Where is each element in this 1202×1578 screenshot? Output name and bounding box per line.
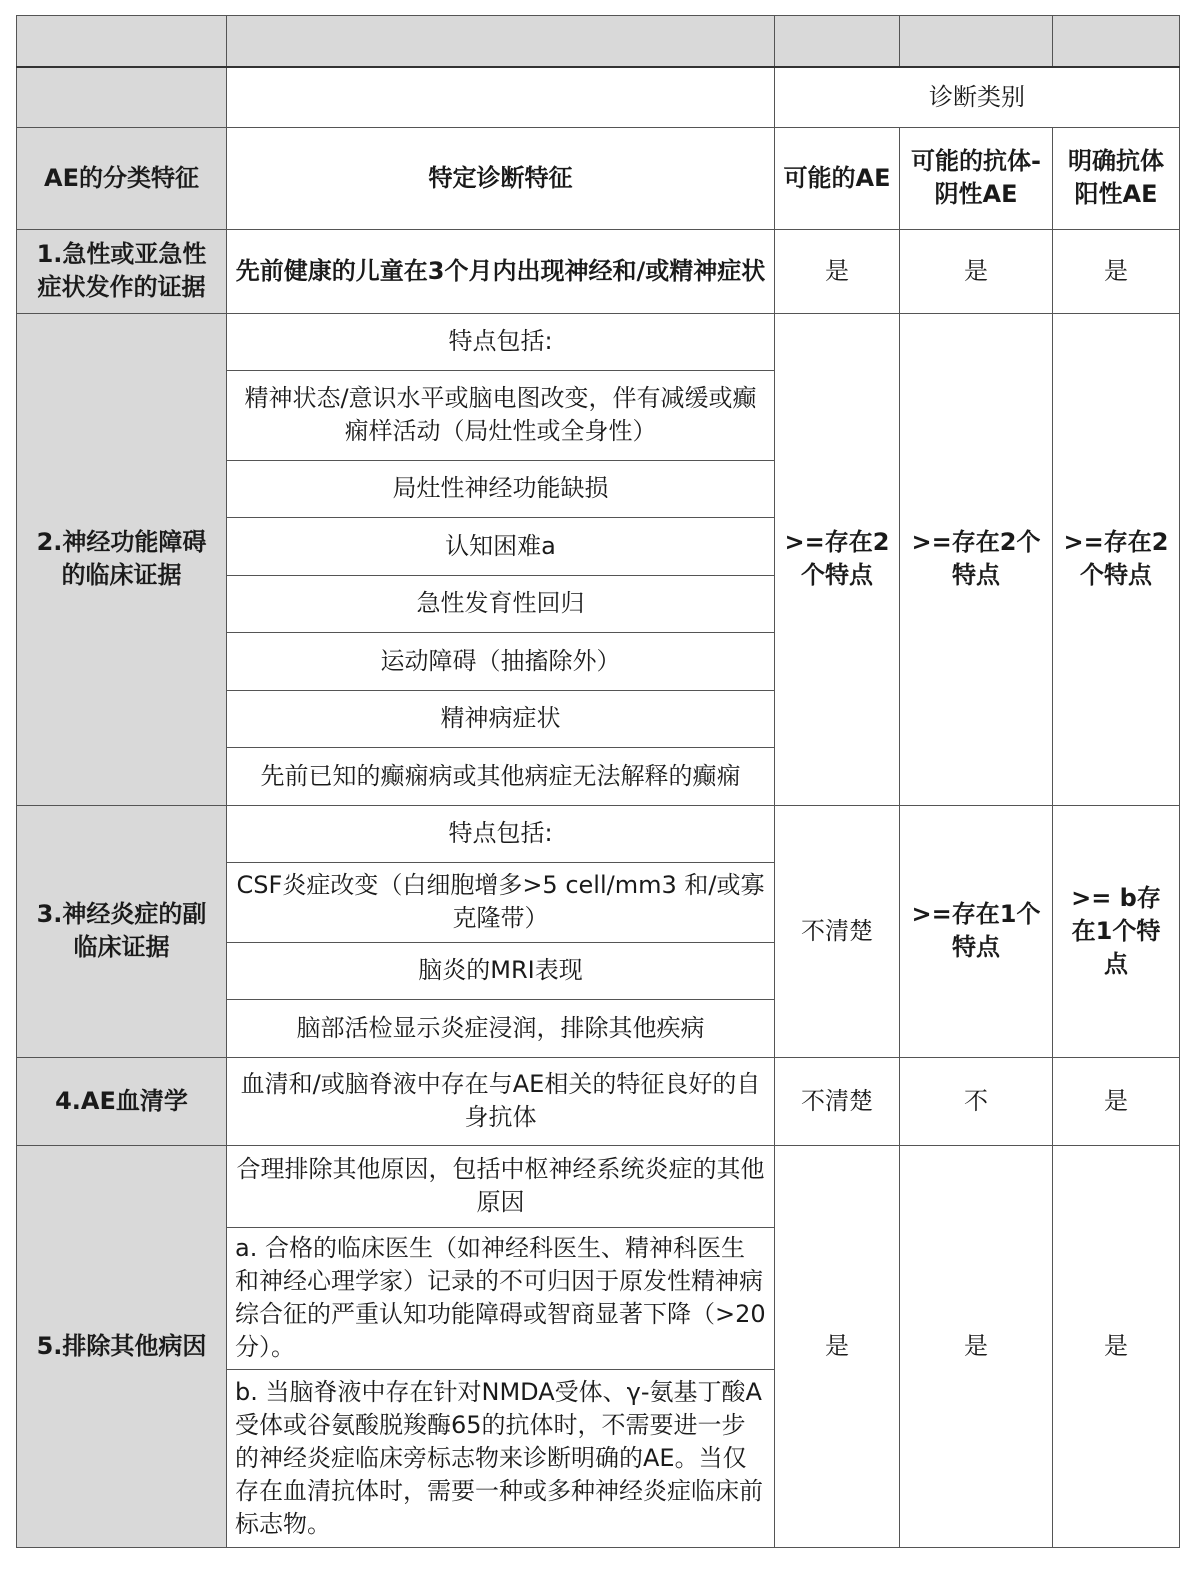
possible-neg-cell: >=存在1个特点 (900, 805, 1053, 1057)
feature-cell: 精神病症状 (227, 690, 775, 747)
feature-cell: 合理排除其他原因，包括中枢神经系统炎症的其他原因 (227, 1145, 775, 1227)
top-header-cell (775, 16, 900, 68)
feature-cell: 先前健康的儿童在3个月内出现神经和/或精神症状 (227, 229, 775, 313)
possible-cell: 是 (775, 229, 900, 313)
table-row (17, 313, 1180, 370)
diagnosis-category-header: 诊断类别 (775, 67, 1180, 127)
possible-neg-cell: 不 (900, 1057, 1053, 1145)
possible-cell: 不清楚 (775, 805, 900, 1057)
possible-neg-cell: 是 (900, 229, 1053, 313)
table-row (17, 229, 1180, 313)
feature-cell: 脑炎的MRI表现 (227, 942, 775, 999)
possible-neg-cell: >=存在2个特点 (900, 313, 1053, 805)
top-header-cell (17, 16, 227, 68)
feature-cell: 急性发育性回归 (227, 575, 775, 632)
top-header-row (17, 16, 1180, 68)
possible-cell: 是 (775, 1145, 900, 1547)
definite-cell: 是 (1053, 229, 1180, 313)
definite-cell: 是 (1053, 1145, 1180, 1547)
feature-cell: 认知困难a (227, 517, 775, 575)
ae-criteria-table (16, 15, 1180, 1548)
feature-cell: 血清和/或脑脊液中存在与AE相关的特征良好的自身抗体 (227, 1057, 775, 1145)
definite-cell: >=存在2个特点 (1053, 313, 1180, 805)
top-header-cell (900, 16, 1053, 68)
empty-cell (227, 67, 775, 127)
possible-cell: >=存在2个特点 (775, 313, 900, 805)
feature-cell: 特点包括: (227, 313, 775, 370)
table-row (17, 1145, 1180, 1227)
feature-cell: 局灶性神经功能缺损 (227, 460, 775, 517)
top-header-cell (1053, 16, 1180, 68)
feature-cell: 运动障碍（抽搐除外） (227, 632, 775, 690)
table-row (17, 1057, 1180, 1145)
definite-cell: 是 (1053, 1057, 1180, 1145)
col-possible-neg-header: 可能的抗体-阴性AE (900, 127, 1053, 229)
feature-cell: 特点包括: (227, 805, 775, 862)
col-classification-header: AE的分类特征 (17, 127, 227, 229)
feature-cell: CSF炎症改变（白细胞增多>5 cell/mm3 和/或寡克隆带） (227, 862, 775, 942)
category-cell: 2.神经功能障碍的临床证据 (17, 313, 227, 805)
column-header-row (17, 127, 1180, 229)
top-header-cell (227, 16, 775, 68)
empty-cell (17, 67, 227, 127)
category-cell: 1.急性或亚急性症状发作的证据 (17, 229, 227, 313)
table-row (17, 805, 1180, 862)
category-cell: 5.排除其他病因 (17, 1145, 227, 1547)
col-possible-header: 可能的AE (775, 127, 900, 229)
category-cell: 4.AE血清学 (17, 1057, 227, 1145)
definite-cell: >= b存在1个特点 (1053, 805, 1180, 1057)
category-cell: 3.神经炎症的副临床证据 (17, 805, 227, 1057)
feature-cell: 精神状态/意识水平或脑电图改变，伴有减缓或癫痫样活动（局灶性或全身性） (227, 370, 775, 460)
col-specific-header: 特定诊断特征 (227, 127, 775, 229)
possible-neg-cell: 是 (900, 1145, 1053, 1547)
feature-cell: 先前已知的癫痫病或其他病症无法解释的癫痫 (227, 747, 775, 805)
possible-cell: 不清楚 (775, 1057, 900, 1145)
feature-cell: b. 当脑脊液中存在针对NMDA受体、γ-氨基丁酸A受体或谷氨酸脱羧酶65的抗体时，不需要进一步的神经炎症临床旁标志物来诊断明确的AE。当仅存在血清抗体时，需要一种或多种神经炎症临床前标志物。 (227, 1369, 775, 1547)
category-header-row (17, 67, 1180, 127)
feature-cell: 脑部活检显示炎症浸润，排除其他疾病 (227, 999, 775, 1057)
feature-cell: a. 合格的临床医生（如神经科医生、精神科医生和神经心理学家）记录的不可归因于原发性精神病综合征的严重认知功能障碍或智商显著下降（>20分）。 (227, 1227, 775, 1369)
col-definite-header: 明确抗体阳性AE (1053, 127, 1180, 229)
